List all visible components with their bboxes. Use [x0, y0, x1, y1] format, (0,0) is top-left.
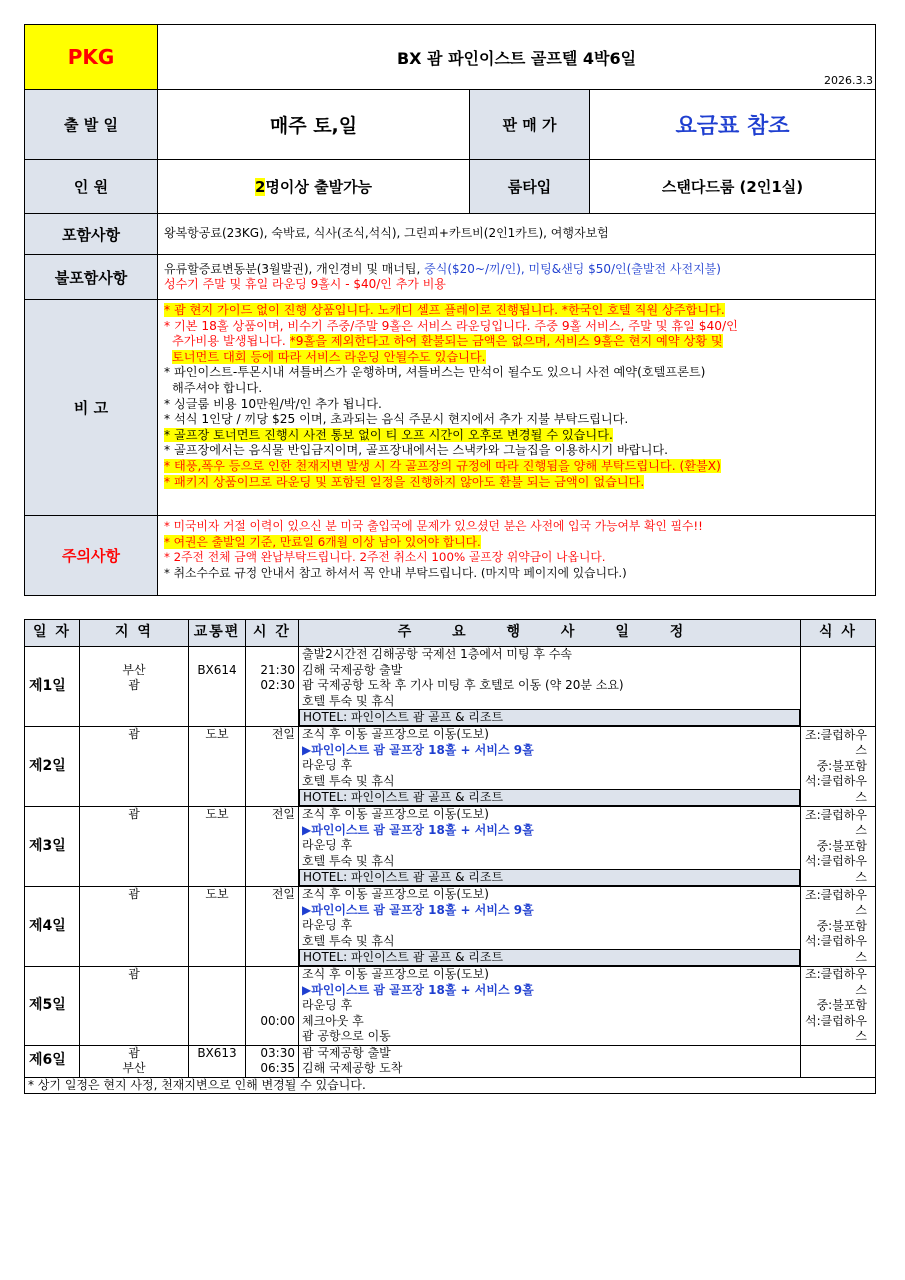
hotel-line: HOTEL: 파인이스트 괌 골프 & 리조트 [299, 709, 800, 726]
transport-text [192, 694, 242, 710]
pax-label: 인 원 [25, 160, 158, 214]
day-label: 제4일 [25, 887, 80, 967]
itinerary-line: ▶파인이스트 괌 골프장 18홀 + 서비스 9홀 [302, 822, 534, 837]
exclude-cell [158, 255, 876, 300]
transport-cell [189, 807, 246, 887]
exclude-text-red: 성수기 주말 및 휴일 라운딩 9홀시 - $40/인 추가 비용 [164, 277, 446, 291]
itinerary-line: 조식 후 이동 골프장으로 이동(도보) [302, 967, 489, 981]
time-cell [246, 1045, 299, 1077]
meal-text: 조:클럽하우스 [804, 967, 867, 997]
meals-cell [801, 727, 876, 807]
meal-text: 석:클럽하우스 [804, 774, 867, 804]
itinerary-cell [299, 1045, 801, 1077]
hotel-line: HOTEL: 파인이스트 괌 골프 & 리조트 [299, 949, 800, 966]
remark-4: * 싱글룸 비용 10만원/박/인 추가 됩니다. [164, 396, 382, 411]
region-text: 괌 [128, 807, 140, 821]
time-text [249, 983, 295, 999]
transport-text: 도보 [205, 887, 229, 901]
time-text: 02:30 [260, 678, 295, 692]
itinerary-line: 라운딩 후 [302, 998, 353, 1012]
remark-6: * 골프장 토너먼트 진행시 사전 통보 없이 티 오프 시간이 오후로 변경될 수 있습니다. [164, 427, 613, 442]
schedule-day-row [25, 887, 876, 967]
remark-2c: *9홀을 제외한다고 하여 환불되는 금액은 없으며, 서비스 9홀은 현지 예약 상황 및 [289, 334, 723, 349]
departure-value: 매주 토,일 [158, 90, 470, 160]
region-cell [80, 807, 189, 887]
day-label: 제6일 [25, 1045, 80, 1077]
hotel-line: HOTEL: 파인이스트 괌 골프 & 리조트 [299, 789, 800, 806]
day-label: 제2일 [25, 727, 80, 807]
time-text: 21:30 [260, 662, 295, 677]
transport-cell [189, 647, 246, 727]
col-header-time: 시 간 [246, 620, 299, 647]
pax-value: 명이상 출발가능 [265, 178, 373, 196]
itinerary-line: 라운딩 후 [302, 758, 353, 772]
time-cell [246, 807, 299, 887]
remark-2a: * 기본 18홀 상품이며, 비수기 주중/주말 9홀은 서비스 라운딩입니다. 주중 9홀 서비스, 주말 및 휴일 $40/인 [164, 318, 738, 333]
region-cell [80, 727, 189, 807]
meal-text: 조:클럽하우스 [804, 727, 867, 758]
caution-3: * 2주전 전체 금액 완납부탁드립니다. 2주전 취소시 100% 골프장 위약금이 나옵니다. [164, 550, 606, 565]
itinerary-line: 호텔 투숙 및 휴식 [302, 853, 395, 868]
include-label: 포함사항 [25, 214, 158, 255]
region-cell [80, 1045, 189, 1077]
time-text: 03:30 [260, 1045, 295, 1060]
region-cell [80, 647, 189, 727]
time-text: 06:35 [260, 1061, 295, 1075]
transport-text: BX613 [197, 1045, 237, 1060]
caution-label: 주의사항 [25, 516, 158, 596]
col-header-transport: 교통편 [189, 620, 246, 647]
itinerary-line: 호텔 투숙 및 휴식 [302, 773, 395, 788]
remark-5: * 석식 1인당 / 끼당 $25 이며, 초과되는 음식 주문시 현지에서 추가 지불 부탁드립니다. [164, 412, 629, 427]
meal-text: 조:클럽하우스 [804, 887, 867, 918]
page-title: BX 괌 파인이스트 골프텔 4박6일 [396, 48, 637, 68]
schedule-day-row [25, 1045, 876, 1077]
schedule-day-row [25, 807, 876, 887]
region-text: 괌 [128, 967, 140, 981]
time-cell [246, 967, 299, 1046]
price-value: 요금표 참조 [590, 90, 876, 160]
remarks-cell [158, 300, 876, 516]
hotel-line: HOTEL: 파인이스트 괌 골프 & 리조트 [299, 869, 800, 886]
itinerary-line: ▶파인이스트 괌 골프장 18홀 + 서비스 9홀 [302, 742, 534, 757]
time-text [249, 694, 295, 710]
region-text [83, 709, 185, 725]
day-label: 제1일 [25, 647, 80, 727]
remark-9: * 패키지 상품이므로 라운딩 및 포함된 일정을 진행하지 않아도 환불 되는 금액이 없습니다. [164, 474, 645, 489]
itinerary-cell [299, 887, 801, 967]
document-date: 2026.3.3 [824, 74, 874, 87]
caution-2: * 여권은 출발일 기준, 만료일 6개월 이상 남아 있어야 합니다. [164, 534, 481, 549]
itinerary-line: ▶파인이스트 괌 골프장 18홀 + 서비스 9홀 [302, 902, 534, 917]
itinerary-line: 호텔 투숙 및 휴식 [302, 933, 395, 948]
remark-7: * 골프장에서는 음식물 반입금지이며, 골프장내에서는 스낵카와 그늘집을 이용하시기 바랍니다. [164, 443, 668, 458]
meal-text: 중:불포함 [816, 838, 867, 853]
transport-cell [189, 967, 246, 1046]
itinerary-cell [299, 647, 801, 727]
room-value: 스탠다드룸 (2인1실) [590, 160, 876, 214]
exclude-label: 불포함사항 [25, 255, 158, 300]
transport-text [192, 678, 242, 694]
meal-text: 조:클럽하우스 [804, 807, 867, 838]
itinerary-line: 김해 국제공항 출발 [302, 662, 403, 677]
itinerary-line: 라운딩 후 [302, 838, 353, 852]
remark-3a: * 파인이스트-투몬시내 셔틀버스가 운행하며, 셔틀버스는 만석이 될수도 있으니 사전 예약(호텔프론트) [164, 365, 706, 380]
itinerary-cell [299, 807, 801, 887]
exclude-text: 유류할증료변동분(3월발권), 개인경비 및 매너팁, [164, 261, 425, 276]
meals-cell [801, 967, 876, 1046]
region-text: 괌 [128, 887, 140, 901]
info-table [24, 24, 876, 596]
transport-text: 도보 [205, 807, 229, 821]
caution-cell [158, 516, 876, 596]
title-cell [158, 25, 876, 90]
meals-cell [801, 807, 876, 887]
itinerary-line: 라운딩 후 [302, 918, 353, 932]
transport-text [192, 647, 242, 663]
schedule-day-row [25, 647, 876, 727]
itinerary-line: 김해 국제공항 도착 [302, 1061, 403, 1075]
room-label: 룸타입 [470, 160, 590, 214]
day-label: 제3일 [25, 807, 80, 887]
transport-cell [189, 727, 246, 807]
time-cell [246, 727, 299, 807]
col-header-meals: 식 사 [801, 620, 876, 647]
itinerary-line: 괌 국제공항 도착 후 기사 미팅 후 호텔로 이동 (약 20분 소요) [302, 678, 624, 692]
meal-text: 중:불포함 [816, 758, 867, 773]
region-text: 부산 [122, 662, 146, 677]
pax-highlight: 2 [254, 178, 266, 196]
time-cell [246, 887, 299, 967]
itinerary-line: 조식 후 이동 골프장으로 이동(도보) [302, 727, 489, 741]
col-header-day: 일 자 [25, 620, 80, 647]
transport-text: 도보 [205, 727, 229, 741]
itinerary-line: 호텔 투숙 및 휴식 [302, 693, 395, 708]
schedule-footnote: * 상기 일정은 현지 사정, 천재지변으로 인해 변경될 수 있습니다. [25, 1077, 876, 1094]
transport-cell [189, 887, 246, 967]
price-label: 판 매 가 [470, 90, 590, 160]
time-text: 00:00 [260, 1013, 295, 1028]
time-text [249, 967, 295, 983]
transport-text: BX614 [197, 662, 237, 677]
time-text [249, 998, 295, 1014]
itinerary-cell [299, 967, 801, 1046]
itinerary-line: 출발2시간전 김해공항 국제선 1층에서 미팅 후 수속 [302, 647, 572, 661]
region-text: 괌 [128, 727, 140, 741]
itinerary-line: 괌 공항으로 이동 [302, 1029, 391, 1043]
time-text: 전일 [271, 807, 295, 821]
include-value: 왕복항공료(23KG), 숙박료, 식사(조식,석식), 그린피+카트비(2인1카트), 여행자보험 [158, 214, 876, 255]
itinerary-line: 조식 후 이동 골프장으로 이동(도보) [302, 887, 489, 901]
region-cell [80, 887, 189, 967]
caution-4: * 취소수수료 규정 안내서 참고 하셔서 꼭 안내 부탁드립니다. (마지막 페이지에 있습니다.) [164, 565, 627, 580]
region-text [83, 647, 185, 663]
meals-cell [801, 887, 876, 967]
remark-2d: 토너먼트 대회 등에 따라 서비스 라운딩 안될수도 있습니다. [172, 349, 486, 364]
caution-1: * 미국비자 거절 이력이 있으신 분 미국 출입국에 문제가 있으셨던 분은 사전에 입국 가능여부 확인 필수!! [164, 519, 703, 533]
transport-cell [189, 1045, 246, 1077]
meal-text: 석:클럽하우스 [804, 934, 867, 964]
schedule-day-row [25, 727, 876, 807]
schedule-day-row [25, 967, 876, 1046]
col-header-region: 지 역 [80, 620, 189, 647]
meals-cell [801, 1045, 876, 1077]
schedule-header-row [25, 620, 876, 647]
region-text: 부산 [122, 1061, 146, 1075]
remark-2b: 추가비용 발생됩니다. [172, 334, 290, 349]
itinerary-line: 체크아웃 후 [302, 1013, 364, 1028]
departure-label: 출 발 일 [25, 90, 158, 160]
remark-3b: 해주셔야 합니다. [172, 380, 263, 395]
transport-text [192, 709, 242, 725]
time-cell [246, 647, 299, 727]
region-cell [80, 967, 189, 1046]
col-header-itinerary: 주 요 행 사 일 정 [299, 620, 801, 647]
pkg-label: PKG [25, 25, 158, 90]
meals-cell [801, 647, 876, 727]
meal-text: 중:불포함 [816, 998, 867, 1012]
itinerary-line: ▶파인이스트 괌 골프장 18홀 + 서비스 9홀 [302, 982, 534, 997]
time-text [249, 647, 295, 663]
pax-cell [158, 160, 470, 214]
exclude-text-blue: 중식($20~/끼/인), 미팅&샌딩 $50/인(출발전 사전지불) [424, 261, 721, 276]
itinerary-line: 괌 국제공항 출발 [302, 1045, 391, 1060]
schedule-table [24, 619, 876, 1094]
region-text: 괌 [128, 1045, 140, 1060]
time-text [249, 709, 295, 725]
meal-text: 중:불포함 [816, 918, 867, 933]
meal-text: 석:클럽하우스 [804, 1013, 867, 1043]
region-text: 괌 [128, 678, 140, 692]
time-text: 전일 [271, 887, 295, 901]
itinerary-line: 조식 후 이동 골프장으로 이동(도보) [302, 807, 489, 821]
remark-1: * 괌 현지 가이드 없이 진행 상품입니다. 노캐디 셀프 플레이로 진행됩니다. *한국인 호텔 직원 상주합니다. [164, 303, 725, 317]
meal-text: 석:클럽하우스 [804, 854, 867, 884]
remark-8: * 태풍,폭우 등으로 인한 천재지변 발생 시 각 골프장의 규정에 따라 진행됨을 양해 부탁드립니다. (환불X) [164, 458, 721, 473]
time-text: 전일 [271, 727, 295, 741]
remarks-label: 비 고 [25, 300, 158, 516]
day-label: 제5일 [25, 967, 80, 1046]
transport-text [192, 967, 242, 983]
region-text [83, 694, 185, 710]
itinerary-cell [299, 727, 801, 807]
